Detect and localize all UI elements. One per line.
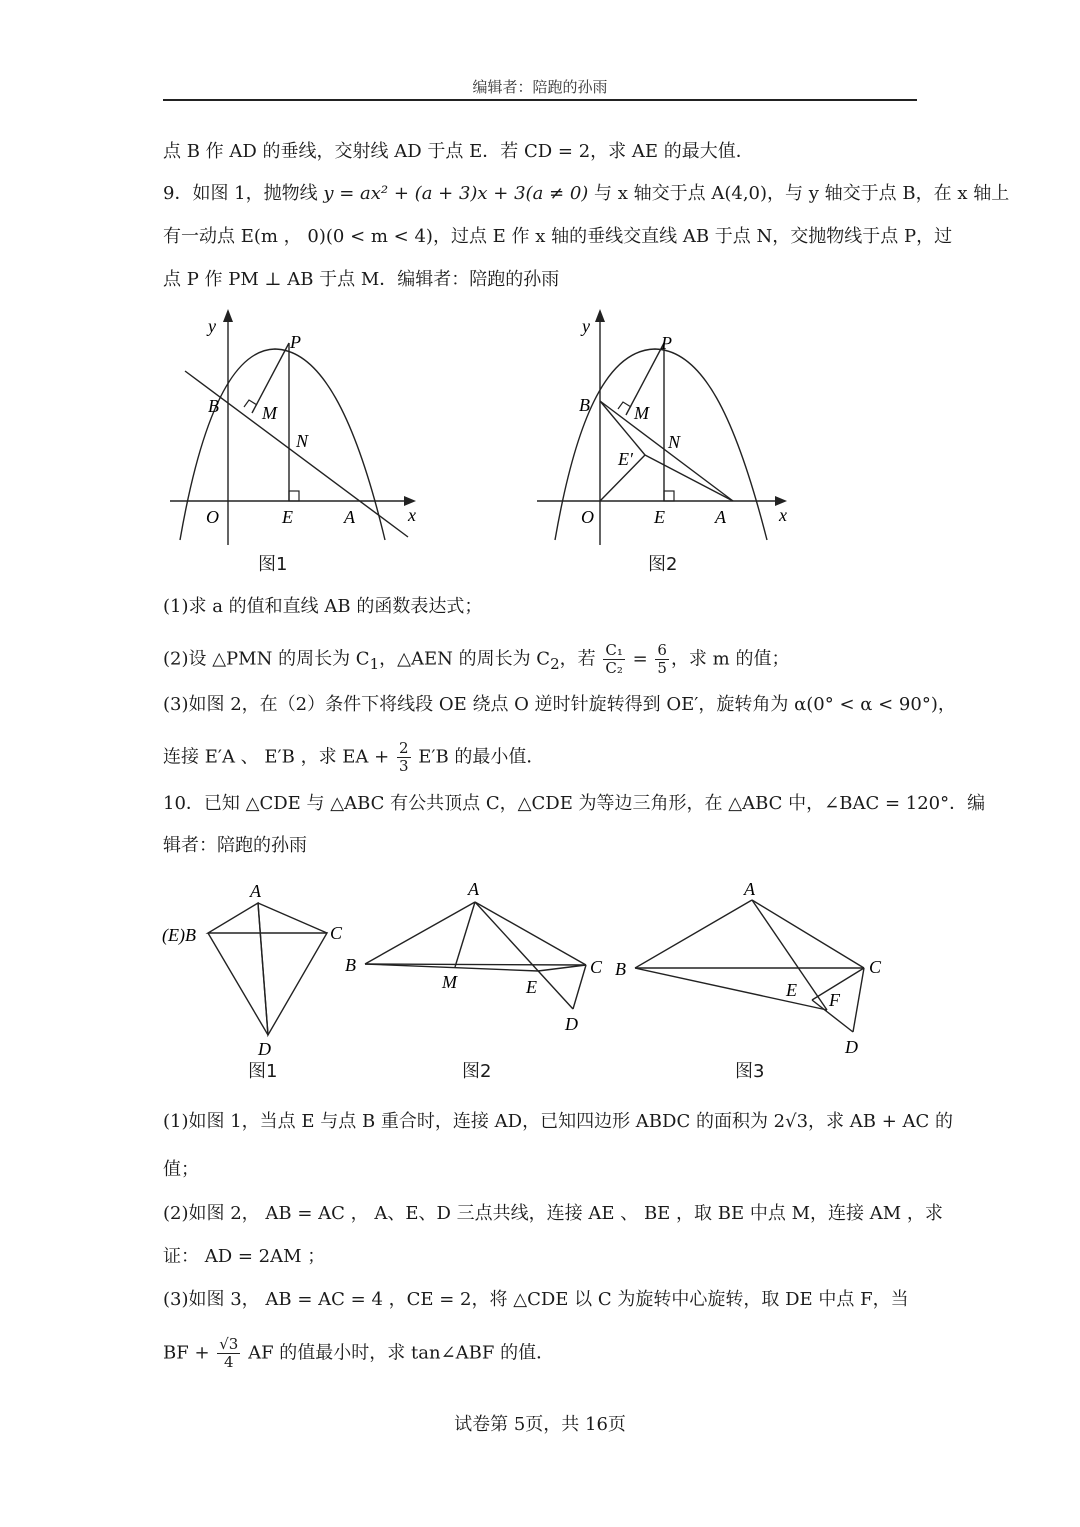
label-A: A	[344, 507, 355, 527]
segment-BD	[208, 933, 268, 1035]
q9-part2-c: ，若	[559, 648, 602, 670]
q9-part3-line1: (3)如图 2，在（2）条件下将线段 OE 绕点 O 逆时针旋转得到 OE′，旋转角为 α(0° < α < 90°)，	[163, 694, 956, 715]
label-B: B	[208, 396, 219, 416]
label-O: O	[581, 507, 594, 527]
q10-part2-line1: (2)如图 2， AB = AC ， A、E、D 三点共线，连接 AE 、 BE ，取 BE 中点 M，连接 AM ，求	[163, 1203, 943, 1224]
label-B: B	[345, 955, 356, 975]
previous-question-tail: 点 B 作 AD 的垂线，交射线 AD 于点 E．若 CD = 2，求 AE 的最大值．	[163, 141, 754, 162]
segment-AC	[475, 902, 586, 965]
frac-den: 4	[224, 1353, 234, 1371]
label-D: D	[565, 1014, 578, 1034]
segment-CD	[573, 965, 586, 1009]
q10-part3-fraction	[217, 1336, 240, 1371]
quad-ABDC	[208, 903, 327, 1035]
segment-CD	[853, 968, 864, 1032]
segment-AD	[258, 903, 268, 1035]
q10-line1: 10．已知 △CDE 与 △ABC 有公共顶点 C，△CDE 为等边三角形，在 △ABC 中，∠BAC = 120°．编	[163, 793, 986, 814]
label-M: M	[634, 403, 649, 423]
label-A: A	[744, 879, 755, 899]
segment-AD	[475, 902, 573, 1009]
label-A: A	[468, 879, 479, 899]
segment-AC	[258, 903, 327, 933]
label-EB: (E)B	[162, 925, 196, 945]
label-B: B	[615, 959, 626, 979]
q9-line1-text-a: 如图 1，抛物线	[192, 183, 324, 204]
q9-fig2-caption: 图2	[648, 554, 678, 575]
q10-figure3	[610, 875, 900, 1065]
segment-BF	[635, 968, 827, 1010]
label-E: E	[282, 507, 293, 527]
q10-part1-line1: (1)如图 1，当点 E 与点 B 重合时，连接 AD，已知四边形 ABDC 的面积为 2√3，求 AB + AC 的	[163, 1111, 954, 1132]
q10-line2: 辑者：陪跑的孙雨	[163, 835, 307, 856]
right-angle-mark-E	[289, 491, 299, 501]
right-angle-mark-E	[664, 491, 674, 501]
label-A: A	[715, 507, 726, 527]
q9-part2-b: ，△AEN 的周长为 C	[379, 648, 551, 670]
q9-line1	[163, 182, 1010, 206]
label-C: C	[330, 923, 343, 943]
frac-num: 6	[657, 641, 667, 659]
q10-part1-line2: 值；	[163, 1159, 199, 1180]
q9-part2-eq: =	[626, 648, 654, 670]
segment-AC	[752, 900, 864, 968]
label-x: x	[408, 505, 416, 525]
frac-den: C₂	[605, 659, 623, 677]
label-E: E	[654, 507, 665, 527]
label-E-prime: E′	[618, 449, 633, 469]
label-M: M	[262, 403, 277, 423]
q9-part3-line2-b: E′B 的最小值．	[412, 746, 545, 768]
q9-number: 9．	[163, 183, 193, 204]
q9-part2-fraction-c	[603, 642, 625, 677]
q10-fig2-caption: 图2	[462, 1061, 492, 1082]
q9-figure2	[537, 305, 797, 550]
page-header: 编辑者：陪跑的孙雨	[472, 78, 608, 96]
label-A: A	[250, 881, 261, 901]
q10-part2-line2: 证： AD = 2AM ；	[163, 1246, 326, 1267]
q9-parabola-formula: y = ax² + (a + 3)x + 3(a ≠ 0)	[323, 183, 589, 204]
label-N: N	[668, 432, 681, 452]
label-B: B	[579, 395, 590, 415]
q9-part2	[163, 642, 923, 677]
q10-fig1-caption: 图1	[248, 1061, 278, 1082]
label-D: D	[258, 1039, 271, 1059]
y-axis-arrow-icon	[595, 309, 605, 322]
q9-part2-d: ，求 m 的值；	[670, 648, 790, 670]
q10-part3-line2-a: BF +	[163, 1342, 216, 1364]
label-y: y	[582, 316, 590, 336]
label-M: M	[442, 972, 457, 992]
q9-part2-fraction-ratio	[655, 642, 669, 677]
y-axis-arrow-icon	[223, 309, 233, 322]
label-P: P	[290, 332, 301, 352]
q10-fig3-caption: 图3	[735, 1061, 765, 1082]
q9-part2-a: (2)设 △PMN 的周长为 C	[163, 648, 370, 670]
q9-line2: 有一动点 E(m ， 0)(0 < m < 4)，过点 E 作 x 轴的垂线交直线 AB 于点 N，交抛物线于点 P，过	[163, 226, 953, 247]
label-P: P	[661, 333, 672, 353]
q9-line3: 点 P 作 PM ⊥ AB 于点 M．编辑者：陪跑的孙雨	[163, 269, 560, 290]
frac-num: C₁	[605, 641, 623, 659]
segment-E1A	[645, 455, 733, 501]
q9-fig1-caption: 图1	[258, 554, 288, 575]
label-F: F	[829, 990, 840, 1010]
q9-part3-line2-a: 连接 E′A 、 E′B ，求 EA +	[163, 746, 395, 768]
q9-part2-sub1: 1	[369, 655, 380, 674]
q9-part1: (1)求 a 的值和直线 AB 的函数表达式；	[163, 596, 483, 617]
q10-part3-line2-b: AF 的值最小时，求 tan∠ABF 的值．	[242, 1342, 555, 1364]
q9-part3-fraction	[397, 740, 411, 775]
q10-part3-line1: (3)如图 3， AB = AC = 4 ，CE = 2，将 △CDE 以 C 为旋转中心旋转，取 DE 中点 F，当	[163, 1289, 909, 1310]
label-C: C	[590, 957, 603, 977]
q9-line1-text-b: 与 x 轴交于点 A(4,0)，与 y 轴交于点 B，在 x 轴上	[588, 183, 1010, 204]
label-x: x	[779, 505, 787, 525]
q9-part2-sub2: 2	[550, 655, 560, 674]
label-O: O	[206, 507, 219, 527]
label-C: C	[869, 957, 882, 977]
header-rule	[163, 99, 917, 101]
frac-den: 5	[657, 659, 667, 677]
q10-figure2	[340, 875, 620, 1040]
q9-figure1	[170, 305, 420, 550]
frac-num: √3	[219, 1335, 239, 1353]
label-E: E	[526, 977, 537, 997]
label-E: E	[786, 980, 797, 1000]
label-D: D	[845, 1037, 858, 1057]
page-footer: 试卷第 5页，共 16页	[454, 1414, 626, 1435]
q9-part3-line2	[163, 740, 923, 775]
frac-num: 2	[398, 739, 409, 757]
segment-AB	[635, 900, 752, 968]
label-y: y	[208, 316, 216, 336]
frac-den: 3	[398, 757, 409, 775]
q10-part3-line2	[163, 1336, 923, 1371]
segment-EC	[538, 965, 586, 971]
q10-figure1	[160, 875, 360, 1065]
label-N: N	[296, 431, 309, 451]
